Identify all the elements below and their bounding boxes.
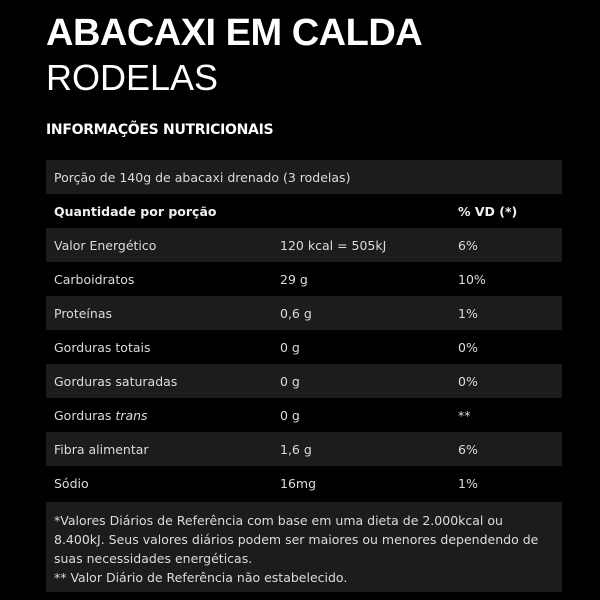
- product-title: ABACAXI EM CALDA: [46, 12, 423, 54]
- table-row: [46, 364, 562, 398]
- nutrient-amount: 1,6 g: [280, 441, 312, 457]
- nutrient-amount: 0 g: [280, 407, 300, 423]
- table-row: [46, 330, 562, 364]
- nutrient-dv: 0%: [458, 339, 478, 355]
- nutrient-dv: 1%: [458, 305, 478, 321]
- nutrient-amount: 0,6 g: [280, 305, 312, 321]
- nutrient-name: Gorduras trans: [54, 407, 148, 423]
- nutrient-dv: 6%: [458, 441, 478, 457]
- nutrient-dv: 6%: [458, 237, 478, 253]
- nutrient-dv: 10%: [458, 271, 486, 287]
- table-row: [46, 296, 562, 330]
- nutrient-dv: **: [458, 407, 471, 423]
- nutrient-name: Carboidratos: [54, 271, 135, 287]
- nutrition-table: [46, 160, 562, 500]
- nutrient-name: Gorduras totais: [54, 339, 151, 355]
- table-header-row: [46, 194, 562, 228]
- nutrient-dv: 0%: [458, 373, 478, 389]
- nutrient-amount: 29 g: [280, 271, 308, 287]
- nutrient-amount: 0 g: [280, 339, 300, 355]
- serving-text: Porção de 140g de abacaxi drenado (3 rodelas): [54, 169, 351, 185]
- table-row: [46, 398, 562, 432]
- table-row: [46, 262, 562, 296]
- nutrient-amount: 120 kcal = 505kJ: [280, 237, 387, 253]
- footnote-daily-values: *Valores Diários de Referência com base em uma dieta de 2.000kcal ou 8.400kJ. Seus valores diários podem ser maiores ou menores dependendo de suas necessidades energéticas.: [54, 513, 539, 566]
- nutrient-name: Proteínas: [54, 305, 112, 321]
- amount-header: [272, 194, 450, 228]
- nutrient-dv: 1%: [458, 475, 478, 491]
- trans-italic: trans: [115, 407, 148, 423]
- footnote-not-established: ** Valor Diário de Referência não estabelecido.: [54, 570, 348, 585]
- footnote-box: [46, 502, 562, 592]
- product-subtitle: RODELAS: [46, 57, 219, 98]
- table-row: [46, 432, 562, 466]
- nutrient-name: Gorduras saturadas: [54, 373, 178, 389]
- nutrient-name: Valor Energético: [54, 237, 157, 253]
- nutrient-amount: 16mg: [280, 475, 317, 491]
- dv-header: % VD (*): [458, 203, 518, 219]
- nutrition-heading: INFORMAÇÕES NUTRICIONAIS: [46, 122, 274, 138]
- nutrient-name: Sódio: [54, 475, 89, 491]
- serving-row: [46, 160, 562, 194]
- table-row: [46, 466, 562, 500]
- nutrient-name: Fibra alimentar: [54, 441, 149, 457]
- table-row: [46, 228, 562, 262]
- nutrient-amount: 0 g: [280, 373, 300, 389]
- quantity-header: Quantidade por porção: [54, 203, 217, 219]
